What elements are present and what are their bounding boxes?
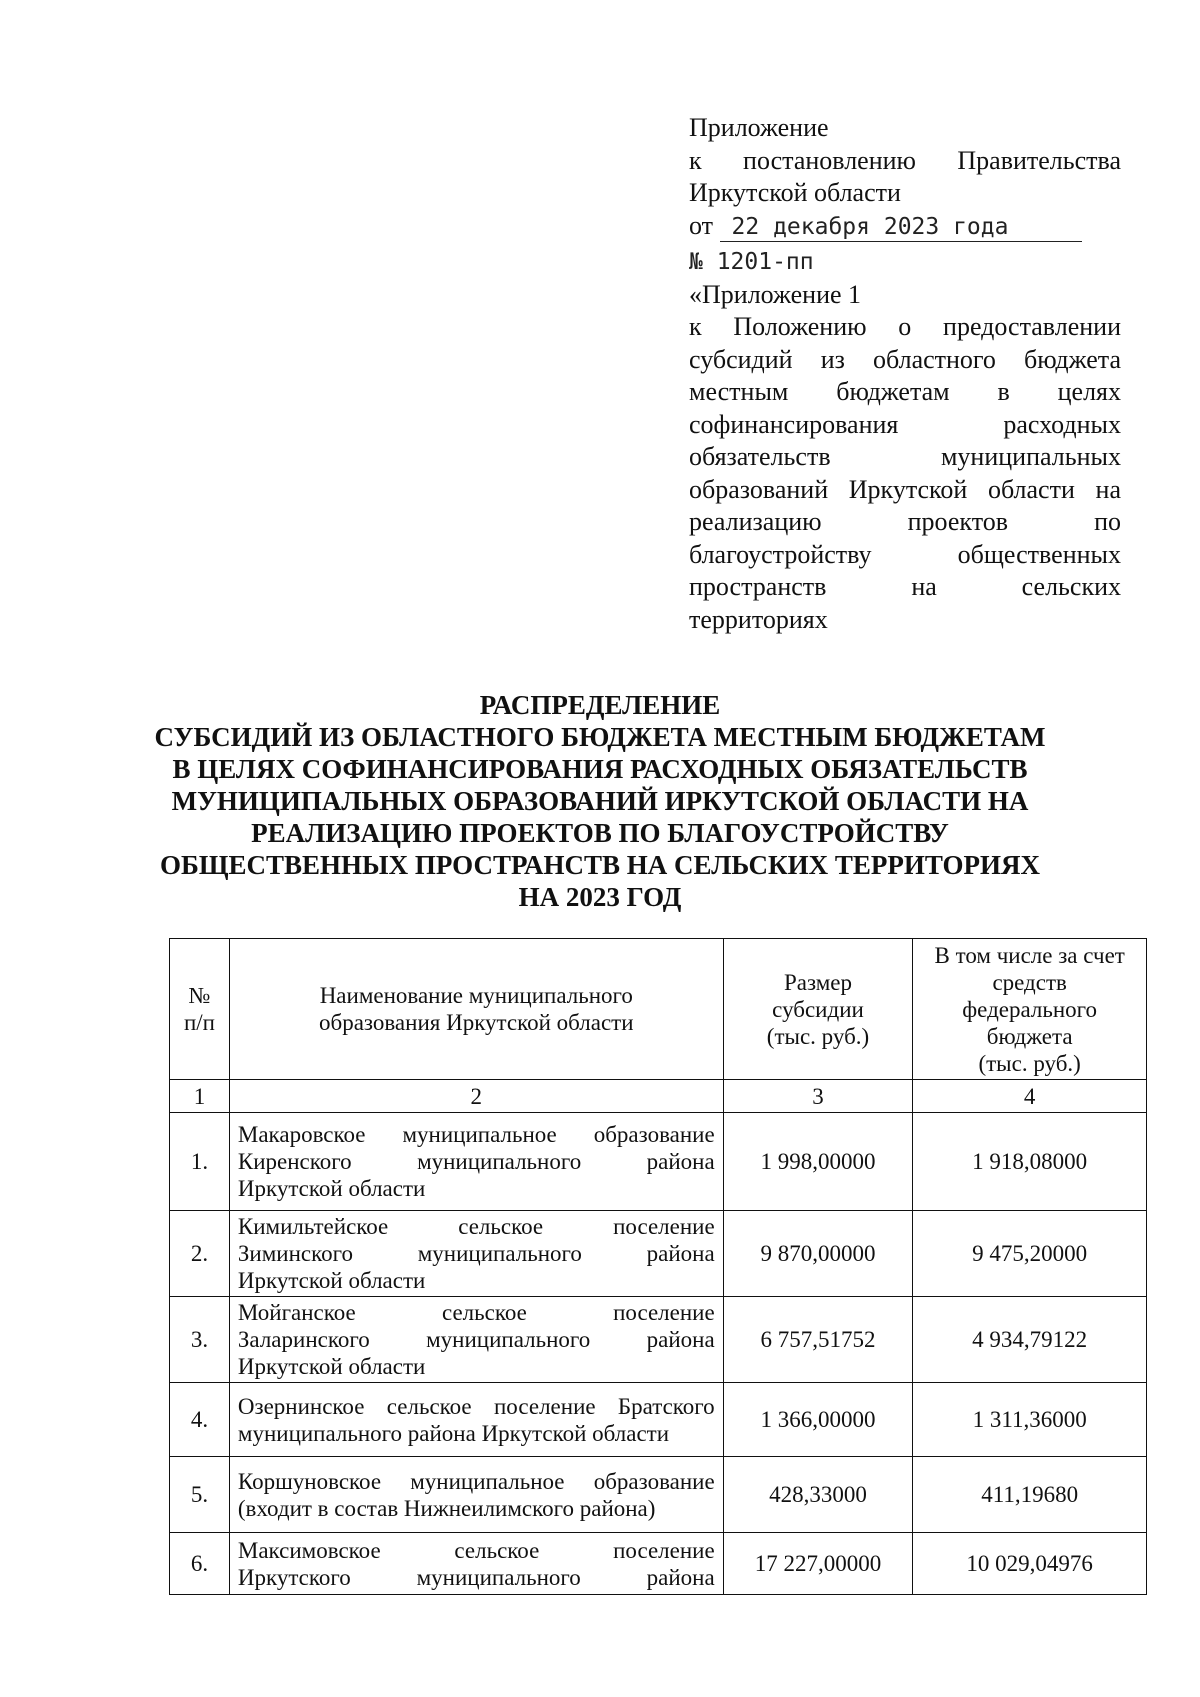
- appendix-date: [689, 210, 1121, 243]
- column-number: 4: [913, 1080, 1147, 1113]
- name-line: Заларинского муниципального района: [237, 1327, 715, 1352]
- row-number: 3.: [170, 1297, 230, 1383]
- header-text: средств: [992, 969, 1067, 995]
- municipality-name: [229, 1457, 723, 1533]
- appendix-header: [689, 112, 1121, 636]
- subsidy-amount: 428,33000: [723, 1457, 913, 1533]
- header-text: В том числе за счет: [934, 942, 1125, 968]
- municipality-name: [229, 1533, 723, 1595]
- table-row: [170, 1533, 1147, 1595]
- sub-appendix-title: «Приложение 1: [689, 279, 862, 309]
- sub-appendix-line: к Положению о предоставлении: [689, 312, 1121, 341]
- subsidy-amount: 9 870,00000: [723, 1211, 913, 1297]
- table-row: [170, 1383, 1147, 1457]
- row-number: 4.: [170, 1383, 230, 1457]
- header-cell-subsidy: [723, 939, 913, 1080]
- column-number: 1: [170, 1080, 230, 1113]
- subsidy-amount: 6 757,51752: [723, 1297, 913, 1383]
- municipality-name: [229, 1383, 723, 1457]
- name-line: Озернинское сельское поселение Братского: [237, 1393, 715, 1419]
- name-line: Максимовское сельское поселение: [237, 1537, 715, 1563]
- date-prefix: от: [689, 210, 714, 240]
- title-line: РЕАЛИЗАЦИЮ ПРОЕКТОВ ПО БЛАГОУСТРОЙСТВУ: [251, 818, 949, 848]
- federal-amount: 1 918,08000: [913, 1113, 1147, 1211]
- row-number: 5.: [170, 1457, 230, 1533]
- name-line: Иркутской области: [237, 1354, 426, 1379]
- title-line: СУБСИДИЙ ИЗ ОБЛАСТНОГО БЮДЖЕТА МЕСТНЫМ БЮДЖЕТАМ: [154, 722, 1046, 752]
- table-row: [170, 1297, 1147, 1383]
- federal-amount: 10 029,04976: [913, 1533, 1147, 1595]
- sub-appendix-line: пространств на сельских: [689, 572, 1121, 601]
- title-line: ОБЩЕСТВЕННЫХ ПРОСТРАНСТВ НА СЕЛЬСКИХ ТЕРРИТОРИЯХ: [160, 850, 1040, 880]
- header-cell-federal: [913, 939, 1147, 1080]
- federal-amount: 1 311,36000: [913, 1383, 1147, 1457]
- name-line: Киренского муниципального района: [237, 1149, 715, 1174]
- title-line: НА 2023 ГОД: [518, 882, 682, 912]
- row-number: 2.: [170, 1211, 230, 1297]
- row-number: 6.: [170, 1533, 230, 1595]
- federal-amount: 9 475,20000: [913, 1211, 1147, 1297]
- federal-amount: 4 934,79122: [913, 1297, 1147, 1383]
- table-row: [170, 1113, 1147, 1211]
- subsidy-amount: 17 227,00000: [723, 1533, 913, 1595]
- header-cell-number: [170, 939, 230, 1080]
- subsidy-amount: 1 366,00000: [723, 1383, 913, 1457]
- appendix-line: к постановлению Правительства: [689, 145, 1121, 175]
- appendix-line: Приложение: [689, 113, 829, 142]
- name-line: Кимильтейское сельское поселение: [237, 1214, 715, 1239]
- header-text: Наименование муниципального: [319, 983, 633, 1008]
- sub-appendix-line: субсидий из областного бюджета: [689, 344, 1121, 374]
- header-text: Размер: [783, 969, 853, 995]
- title-line: В ЦЕЛЯХ СОФИНАНСИРОВАНИЯ РАСХОДНЫХ ОБЯЗАТЕЛЬСТВ: [172, 754, 1028, 784]
- name-line: Коршуновское муниципальное образование: [237, 1468, 715, 1494]
- sub-appendix-line: территориях: [689, 604, 828, 634]
- municipality-name: [229, 1211, 723, 1297]
- name-line: Зиминского муниципального района: [237, 1241, 715, 1266]
- municipality-name: [229, 1297, 723, 1383]
- subsidy-table: [169, 938, 1147, 1595]
- header-text: бюджета: [986, 1023, 1073, 1049]
- name-line: Иркутской области: [237, 1268, 426, 1293]
- title-line: РАСПРЕДЕЛЕНИЕ: [479, 690, 721, 720]
- appendix-line: Иркутской области: [689, 178, 901, 207]
- municipality-name: [229, 1113, 723, 1211]
- sub-appendix-line: образований Иркутской области на: [689, 474, 1121, 504]
- header-text: (тыс. руб.): [978, 1050, 1081, 1076]
- sub-appendix-line: обязательств муниципальных: [689, 442, 1121, 471]
- date-stamp: 22 декабря 2023 года: [720, 214, 1082, 242]
- name-line: (входит в состав Нижнеилимского района): [237, 1495, 656, 1521]
- header-text: №: [188, 983, 211, 1008]
- header-text: п/п: [183, 1010, 215, 1035]
- subsidy-amount: 1 998,00000: [723, 1113, 913, 1211]
- sub-appendix-line: реализацию проектов по: [689, 507, 1121, 536]
- sub-appendix-line: благоустройству общественных: [689, 539, 1121, 569]
- sub-appendix-line: местным бюджетам в целях: [689, 377, 1121, 406]
- header-text: субсидии: [772, 996, 864, 1022]
- header-text: (тыс. руб.): [766, 1023, 870, 1049]
- column-number-row: [170, 1080, 1147, 1113]
- federal-amount: 411,19680: [913, 1457, 1147, 1533]
- header-cell-name: [229, 939, 723, 1080]
- header-text: федерального: [962, 996, 1098, 1022]
- row-number: 1.: [170, 1113, 230, 1211]
- name-line: Иркутского муниципального района: [237, 1564, 715, 1590]
- column-number: 2: [229, 1080, 723, 1113]
- name-line: Мойганское сельское поселение: [237, 1300, 715, 1325]
- document-number: № 1201-пп: [689, 249, 814, 275]
- column-number: 3: [723, 1080, 913, 1113]
- name-line: Макаровское муниципальное образование: [237, 1122, 715, 1147]
- title-line: МУНИЦИПАЛЬНЫХ ОБРАЗОВАНИЙ ИРКУТСКОЙ ОБЛАСТИ НА: [171, 786, 1029, 816]
- table-row: [170, 1211, 1147, 1297]
- header-row: [170, 939, 1147, 1080]
- table-row: [170, 1457, 1147, 1533]
- header-text: образования Иркутской области: [319, 1010, 634, 1035]
- name-line: Иркутской области: [237, 1176, 426, 1201]
- document-title: [100, 689, 1100, 913]
- name-line: муниципального района Иркутской области: [237, 1420, 670, 1446]
- sub-appendix-line: софинансирования расходных: [689, 409, 1121, 439]
